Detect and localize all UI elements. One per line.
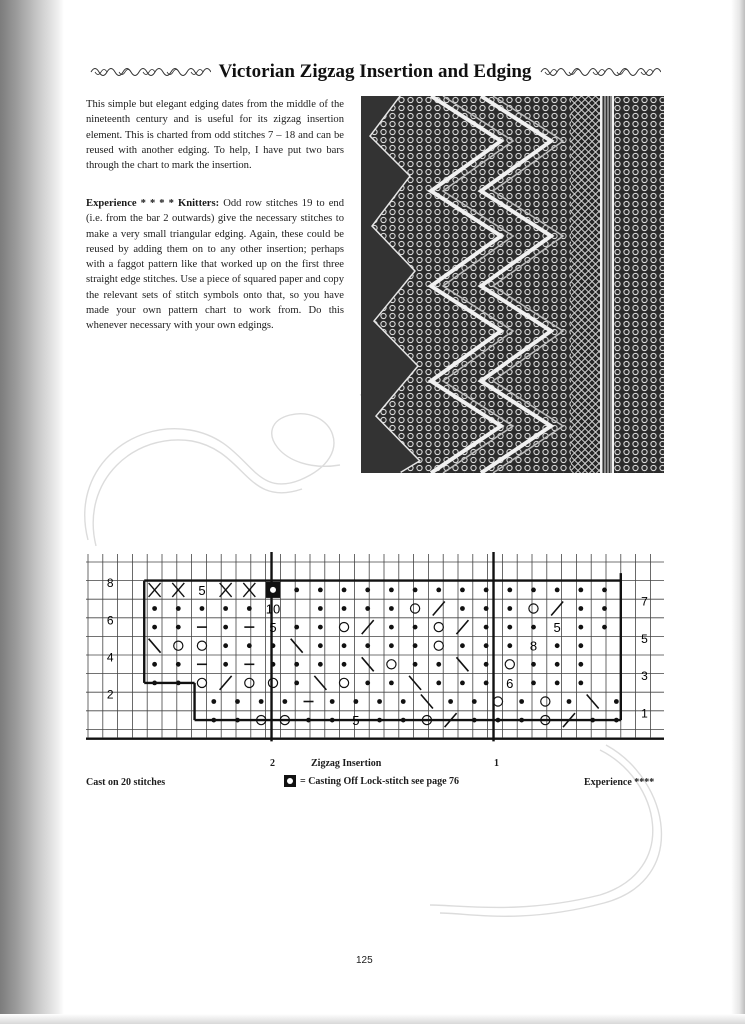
knit-dot bbox=[413, 643, 418, 648]
chart-caption: Zigzag Insertion bbox=[311, 758, 382, 769]
row-label-right: 7 bbox=[641, 594, 648, 609]
stitch-count-number: 5 bbox=[352, 713, 360, 729]
bar-label-2: 2 bbox=[270, 758, 275, 769]
knit-dot bbox=[282, 699, 287, 704]
knit-dot bbox=[152, 681, 157, 686]
knit-dot bbox=[223, 625, 228, 630]
knit-dot bbox=[365, 588, 370, 593]
page-bottom-edge bbox=[0, 1014, 745, 1024]
knit-dot bbox=[507, 588, 512, 593]
knit-dot bbox=[271, 662, 276, 667]
legend bbox=[284, 775, 459, 787]
knit-dot bbox=[460, 681, 465, 686]
knit-dot bbox=[342, 606, 347, 611]
yarn-over-symbol bbox=[268, 678, 277, 687]
knit-dot bbox=[342, 643, 347, 648]
stitch-count-number: 10 bbox=[265, 601, 281, 617]
knit-dot bbox=[211, 699, 216, 704]
knit-dot bbox=[448, 699, 453, 704]
knit-dot bbox=[259, 699, 264, 704]
knit-dot bbox=[507, 606, 512, 611]
yarn-over-symbol bbox=[434, 641, 443, 650]
knit-dot bbox=[152, 625, 157, 630]
legend-text: = Casting Off Lock-stitch see page 76 bbox=[300, 775, 460, 787]
yarn-over-symbol bbox=[245, 678, 254, 687]
knit-dot bbox=[294, 662, 299, 667]
knit-dot bbox=[318, 643, 323, 648]
knit-dot bbox=[460, 588, 465, 593]
knit-dot bbox=[484, 625, 489, 630]
stitch-count-number: 5 bbox=[198, 582, 206, 598]
knit-dot bbox=[353, 699, 358, 704]
knit-dot bbox=[484, 662, 489, 667]
knitting-chart bbox=[86, 552, 664, 757]
ssk-symbol bbox=[362, 657, 374, 671]
knit-dot bbox=[484, 588, 489, 593]
knit-dot bbox=[377, 699, 382, 704]
knit-dot bbox=[531, 588, 536, 593]
knit-dot bbox=[342, 588, 347, 593]
knit-dot bbox=[602, 606, 607, 611]
knit-dot bbox=[555, 662, 560, 667]
page-number: 125 bbox=[356, 955, 373, 966]
knit-dot bbox=[294, 681, 299, 686]
knit-dot bbox=[200, 606, 205, 611]
knit-dot bbox=[578, 643, 583, 648]
page-edge bbox=[731, 0, 745, 1024]
yarn-over-symbol bbox=[197, 678, 206, 687]
knit-dot bbox=[578, 662, 583, 667]
knit-dot bbox=[211, 718, 216, 723]
knit-dot bbox=[531, 681, 536, 686]
knit-dot bbox=[507, 625, 512, 630]
knit-dot bbox=[271, 643, 276, 648]
knit-dot bbox=[578, 606, 583, 611]
knit-dot bbox=[235, 718, 240, 723]
knit-dot bbox=[413, 588, 418, 593]
page-title: Victorian Zigzag Insertion and Edging bbox=[218, 61, 532, 82]
row-label-right: 1 bbox=[641, 706, 648, 721]
knit-dot bbox=[152, 662, 157, 667]
knit-dot bbox=[472, 699, 477, 704]
yarn-over-symbol bbox=[529, 604, 538, 613]
binding-shadow bbox=[0, 0, 64, 1024]
knit-dot bbox=[330, 718, 335, 723]
yarn-over-symbol bbox=[541, 697, 550, 706]
chart-grid bbox=[86, 552, 664, 757]
yarn-over-symbol bbox=[505, 660, 514, 669]
knit-dot bbox=[519, 718, 524, 723]
lock-stitch-icon bbox=[284, 775, 296, 787]
yarn-over-symbol bbox=[434, 623, 443, 632]
knit-dot bbox=[401, 699, 406, 704]
bar-label-1: 1 bbox=[494, 758, 499, 769]
knit-dot bbox=[436, 681, 441, 686]
knit-dot bbox=[223, 662, 228, 667]
row-label-left: 6 bbox=[106, 613, 114, 628]
knit-dot bbox=[318, 662, 323, 667]
row-label-right: 3 bbox=[641, 669, 648, 684]
knit-dot bbox=[555, 681, 560, 686]
ornament-right-icon bbox=[539, 64, 661, 80]
knit-dot bbox=[176, 606, 181, 611]
lace-pattern-image bbox=[361, 96, 664, 473]
knit-dot bbox=[389, 606, 394, 611]
knit-dot bbox=[365, 643, 370, 648]
yarn-over-symbol bbox=[410, 604, 419, 613]
knit-dot bbox=[318, 606, 323, 611]
row-label-left: 8 bbox=[106, 576, 114, 591]
knit-dot bbox=[602, 625, 607, 630]
knit-dot bbox=[484, 606, 489, 611]
intro-paragraph: This simple but elegant edging dates from the middle of the nineteenth century and is useful for its zigzag insertion element. This is charted from odd stitches 7 – 18 and can be reused with another edging. To help, I have put two bars through the chart to mark the insertion. bbox=[86, 99, 344, 172]
knit-dot bbox=[365, 681, 370, 686]
knit-dot bbox=[176, 681, 181, 686]
k2tog-symbol bbox=[362, 620, 374, 634]
ssk-symbol bbox=[409, 676, 421, 690]
knit-dot bbox=[235, 699, 240, 704]
yarn-over-symbol bbox=[174, 641, 183, 650]
knit-dot bbox=[602, 588, 607, 593]
stitch-count-number: 6 bbox=[506, 675, 514, 691]
knit-dot bbox=[389, 588, 394, 593]
knit-dot bbox=[389, 625, 394, 630]
knit-dot bbox=[460, 606, 465, 611]
cast-on-note: Cast on 20 stitches bbox=[86, 777, 166, 788]
knit-dot bbox=[389, 643, 394, 648]
knit-dot bbox=[555, 643, 560, 648]
knit-dot bbox=[318, 588, 323, 593]
experience-paragraph bbox=[86, 196, 344, 334]
knit-dot bbox=[306, 718, 311, 723]
yarn-over-symbol bbox=[339, 623, 348, 632]
experience-lead: Experience * * * * Knitters: bbox=[86, 198, 220, 209]
row-label-left: 4 bbox=[106, 650, 114, 665]
knit-dot bbox=[247, 606, 252, 611]
lock-stitch-symbol bbox=[270, 587, 276, 593]
knit-dot bbox=[436, 588, 441, 593]
ssk-symbol bbox=[587, 695, 599, 709]
knit-dot bbox=[555, 588, 560, 593]
knit-dot bbox=[294, 625, 299, 630]
knit-dot bbox=[614, 699, 619, 704]
knit-dot bbox=[436, 662, 441, 667]
knit-dot bbox=[401, 718, 406, 723]
stitch-count-number: 5 bbox=[553, 620, 561, 636]
knit-dot bbox=[223, 643, 228, 648]
knit-dot bbox=[484, 681, 489, 686]
ornament-left-icon bbox=[89, 64, 211, 80]
stitch-count-number: 5 bbox=[269, 620, 277, 636]
experience-text: Odd row stitches 19 to end (i.e. from the bar 2 outwards) give the necessary stitches to make a very small triangular edging. Again, these could be reused by adding them on to any other insertion; perhaps with a faggot pattern like that worked up on the first three straight edge stitches. Use a piece of squared paper and copy the relevant sets of stitch symbols onto that, so you have made your own pattern chart to work from. Do this whenever necessary with your own edgings. bbox=[86, 198, 344, 332]
row-label-left: 2 bbox=[106, 687, 114, 702]
yarn-over-symbol bbox=[387, 660, 396, 669]
knit-dot bbox=[377, 718, 382, 723]
knit-dot bbox=[531, 625, 536, 630]
yarn-over-symbol bbox=[339, 678, 348, 687]
ssk-symbol bbox=[291, 639, 303, 653]
knit-dot bbox=[223, 606, 228, 611]
lace-photo bbox=[361, 96, 664, 473]
knit-dot bbox=[614, 718, 619, 723]
knit-dot bbox=[413, 625, 418, 630]
knit-dot bbox=[342, 662, 347, 667]
knit-dot bbox=[567, 699, 572, 704]
knit-dot bbox=[578, 625, 583, 630]
knit-dot bbox=[152, 606, 157, 611]
stitch-count-number: 8 bbox=[529, 638, 538, 654]
knit-dot bbox=[519, 699, 524, 704]
experience-rating: Experience **** bbox=[584, 777, 655, 788]
knit-dot bbox=[590, 718, 595, 723]
knit-dot bbox=[531, 662, 536, 667]
knit-dot bbox=[496, 718, 501, 723]
knit-dot bbox=[389, 681, 394, 686]
row-label-right: 5 bbox=[641, 631, 648, 646]
knit-dot bbox=[472, 718, 477, 723]
knit-dot bbox=[247, 643, 252, 648]
knit-dot bbox=[578, 681, 583, 686]
knit-dot bbox=[176, 662, 181, 667]
ssk-symbol bbox=[149, 639, 161, 653]
knit-dot bbox=[507, 643, 512, 648]
yarn-over-symbol bbox=[493, 697, 502, 706]
knit-dot bbox=[460, 643, 465, 648]
knit-dot bbox=[413, 662, 418, 667]
yarn-over-symbol bbox=[197, 641, 206, 650]
knit-dot bbox=[176, 625, 181, 630]
knit-dot bbox=[330, 699, 335, 704]
knit-dot bbox=[318, 625, 323, 630]
page-header bbox=[86, 58, 664, 86]
knit-dot bbox=[578, 588, 583, 593]
knit-dot bbox=[365, 606, 370, 611]
knit-dot bbox=[484, 643, 489, 648]
knit-dot bbox=[294, 588, 299, 593]
ssk-symbol bbox=[421, 695, 433, 709]
